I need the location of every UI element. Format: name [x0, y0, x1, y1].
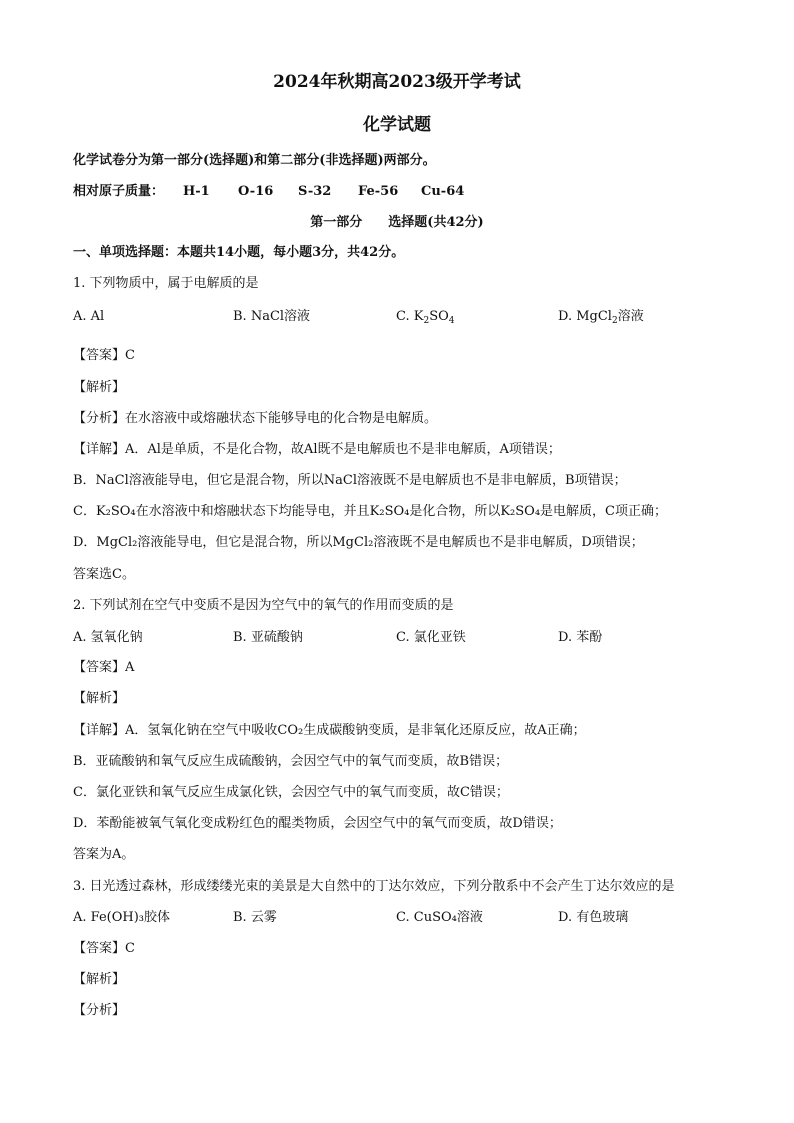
q1-answer: 【答案】C	[73, 348, 135, 363]
q1-analysis-label: 【解析】	[73, 380, 126, 395]
q2-analysis-label: 【解析】	[73, 691, 126, 706]
q3-analysis-label: 【解析】	[73, 972, 126, 987]
atomic-mass-s: S-32	[298, 184, 332, 199]
q3-options	[73, 909, 721, 927]
q1-option-b: B. NaCl溶液	[233, 309, 311, 324]
q2-conclusion: 答案为A。	[73, 847, 135, 862]
exam-intro: 化学试卷分为第一部分(选择题)和第二部分(非选择题)两部分。	[73, 153, 436, 168]
q3-answer: 【答案】C	[73, 941, 135, 956]
q2-option-b: B. 亚硫酸钠	[233, 630, 303, 645]
q3-option-a: A. Fe(OH)₃胶体	[73, 910, 171, 925]
atomic-mass-cu: Cu-64	[421, 184, 465, 199]
q3-option-b: B. 云雾	[233, 910, 277, 925]
q1-option-c-sub1: 2	[423, 316, 430, 326]
q3-fenxi: 【分析】	[73, 1003, 126, 1018]
q1-option-d-pre: D. MgCl	[558, 309, 612, 324]
q1-option-c	[396, 308, 455, 326]
q1-option-d-sub: 2	[611, 316, 618, 326]
q2-detail-d: D．苯酚能被氧气氧化变成粉红色的醌类物质，会因空气中的氧气而变质，故D错误；	[73, 816, 562, 831]
q1-detail-a: 【详解】A．Al是单质，不是化合物，故Al既不是电解质也不是非电解质，A项错误；	[73, 442, 561, 457]
q2-option-d: D. 苯酚	[558, 630, 603, 645]
q2-option-c: C. 氯化亚铁	[396, 630, 466, 645]
q2-option-a: A. 氢氧化钠	[73, 630, 143, 645]
q2-detail-b: B．亚硫酸钠和氧气反应生成硫酸钠，会因空气中的氧气而变质，故B错误；	[73, 754, 509, 769]
q2-answer: 【答案】A	[73, 660, 135, 675]
q1-detail-d: D．MgCl₂溶液能导电，但它是混合物，所以MgCl₂溶液既不是电解质也不是非电解质，D项错误；	[73, 535, 644, 550]
q1-option-c-mid: SO	[429, 309, 449, 324]
exam-subtitle: 化学试题	[363, 115, 431, 135]
q2-detail-c: C．氯化亚铁和氧气反应生成氯化铁，会因空气中的氧气而变质，故C错误；	[73, 785, 509, 800]
q1-option-c-pre: C. K	[396, 309, 424, 324]
q1-stem: 1. 下列物质中，属于电解质的是	[73, 276, 259, 291]
q1-option-a: A. Al	[73, 309, 105, 324]
q2-detail-a: 【详解】A．氢氧化钠在空气中吸收CO₂生成碳酸钠变质，是非氧化还原反应，故A正确；	[73, 723, 586, 738]
q3-option-d: D. 有色玻璃	[558, 910, 629, 925]
q1-option-d-post: 溶液	[617, 309, 644, 324]
atomic-mass-label: 相对原子质量：	[73, 184, 165, 199]
q1-conclusion: 答案选C。	[73, 567, 135, 582]
q1-detail-c: C．K₂SO₄在水溶液中和熔融状态下均能导电，并且K₂SO₄是化合物，所以K₂SO₄是电解质，C项正确；	[73, 504, 667, 519]
q1-options	[73, 308, 721, 326]
part-title: 第一部分 选择题(共42分)	[310, 215, 484, 230]
exam-title: 2024年秋期高2023级开学考试	[273, 72, 521, 92]
atomic-mass-h: H-1	[183, 184, 210, 199]
q1-option-d	[558, 308, 644, 326]
q2-stem: 2. 下列试剂在空气中变质不是因为空气中的氧气的作用而变质的是	[73, 598, 454, 613]
q1-option-c-sub2: 4	[448, 316, 455, 326]
atomic-mass-o: O-16	[238, 184, 274, 199]
q3-stem: 3. 日光透过森林，形成缕缕光束的美景是大自然中的丁达尔效应，下列分散系中不会产生丁达尔效应的是	[73, 879, 675, 894]
q3-option-c: C. CuSO₄溶液	[396, 910, 483, 925]
q2-options	[73, 629, 721, 647]
atomic-mass-fe: Fe-56	[358, 184, 399, 199]
section-title: 一、单项选择题：本题共14小题，每小题3分，共42分。	[73, 245, 405, 260]
q1-fenxi: 【分析】在水溶液中或熔融状态下能够导电的化合物是电解质。	[73, 411, 438, 426]
q1-detail-b: B．NaCl溶液能导电，但它是混合物，所以NaCl溶液既不是电解质也不是非电解质，B项错误；	[73, 473, 627, 488]
atomic-mass-line	[73, 183, 721, 201]
